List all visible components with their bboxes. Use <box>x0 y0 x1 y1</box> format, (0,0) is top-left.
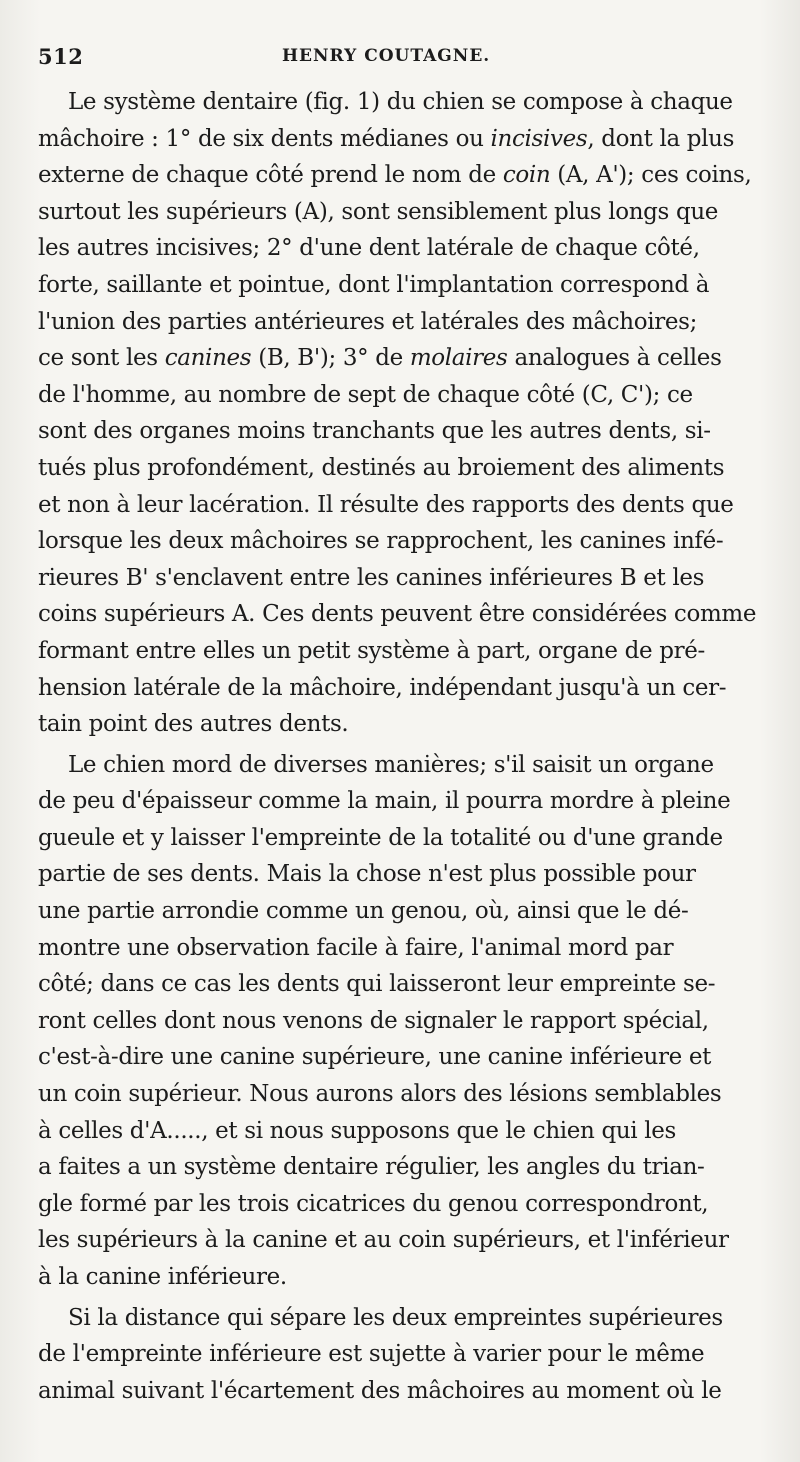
text-line: surtout les supérieurs (A), sont sensiblement plus longs que <box>38 198 719 225</box>
text-line: gle formé par les trois cicatrices du genou correspondront, <box>38 1190 709 1217</box>
text-line: rieures B' s'enclavent entre les canines inférieures B et les <box>38 564 705 591</box>
running-title: HENRY COUTAGNE. <box>282 46 491 66</box>
text-line: partie de ses dents. Mais la chose n'est plus possible pour <box>38 861 696 888</box>
text-line: formant entre elles un petit système à part, organe de pré- <box>38 637 705 664</box>
text-line: un coin supérieur. Nous aurons alors des lésions semblables <box>38 1081 722 1108</box>
text-line: lorsque les deux mâchoires se rapprochent, les canines infé- <box>38 528 724 555</box>
body-text <box>38 84 766 1409</box>
text-line: hension latérale de la mâchoire, indépendant jusqu'à un cer- <box>38 674 727 701</box>
text-line: tués plus profondément, destinés au broiement des aliments <box>38 454 725 481</box>
text-line: les autres incisives; 2° d'une dent latérale de chaque côté, <box>38 235 700 262</box>
text-line: c'est-à-dire une canine supérieure, une canine inférieure et <box>38 1044 711 1071</box>
text-line: tain point des autres dents. <box>38 711 349 738</box>
text-line: ce sont les canines (B, B'); 3° de molaires analogues à celles <box>38 345 722 372</box>
text-line: mâchoire : 1° de six dents médianes ou incisives, dont la plus <box>38 125 735 152</box>
text-line: Le système dentaire (fig. 1) du chien se compose à chaque <box>68 89 733 115</box>
text-line: de l'empreinte inférieure est sujette à varier pour le même <box>38 1341 705 1368</box>
text-line: à la canine inférieure. <box>38 1264 287 1290</box>
text-line: et non à leur lacération. Il résulte des rapports des dents que <box>38 491 734 518</box>
text-line: à celles d'A....., et si nous supposons que le chien qui les <box>38 1117 676 1144</box>
text-line: côté; dans ce cas les dents qui laisseront leur empreinte se- <box>38 971 716 998</box>
page-number: 512 <box>38 44 84 69</box>
text-line: sont des organes moins tranchants que les autres dents, si- <box>38 418 711 445</box>
text-line: Le chien mord de diverses manières; s'il saisit un organe <box>68 751 714 778</box>
text-line: externe de chaque côté prend le nom de coin (A, A'); ces coins, <box>38 162 752 189</box>
text-line: animal suivant l'écartement des mâchoires au moment où le <box>38 1377 722 1404</box>
text-line: une partie arrondie comme un genou, où, ainsi que le dé- <box>38 898 689 925</box>
text-line: Si la distance qui sépare les deux empreintes supérieures <box>68 1304 723 1331</box>
text-line: ront celles dont nous venons de signaler le rapport spécial, <box>38 1007 709 1034</box>
text-line: montre une observation facile à faire, l'animal mord par <box>38 934 674 961</box>
text-line: l'union des parties antérieures et latérales des mâchoires; <box>38 308 697 335</box>
text-line: de l'homme, au nombre de sept de chaque côté (C, C'); ce <box>38 381 693 408</box>
text-line: coins supérieurs A. Ces dents peuvent être considérées comme <box>38 601 757 628</box>
text-line: gueule et y laisser l'empreinte de la totalité ou d'une grande <box>38 824 723 851</box>
text-line: les supérieurs à la canine et au coin supérieurs, et l'inférieur <box>38 1227 729 1254</box>
page-header <box>38 44 758 74</box>
text-line: a faites a un système dentaire régulier, les angles du trian- <box>38 1154 705 1181</box>
text-line: forte, saillante et pointue, dont l'implantation correspond à <box>38 271 710 298</box>
text-line: de peu d'épaisseur comme la main, il pourra mordre à pleine <box>38 788 731 815</box>
